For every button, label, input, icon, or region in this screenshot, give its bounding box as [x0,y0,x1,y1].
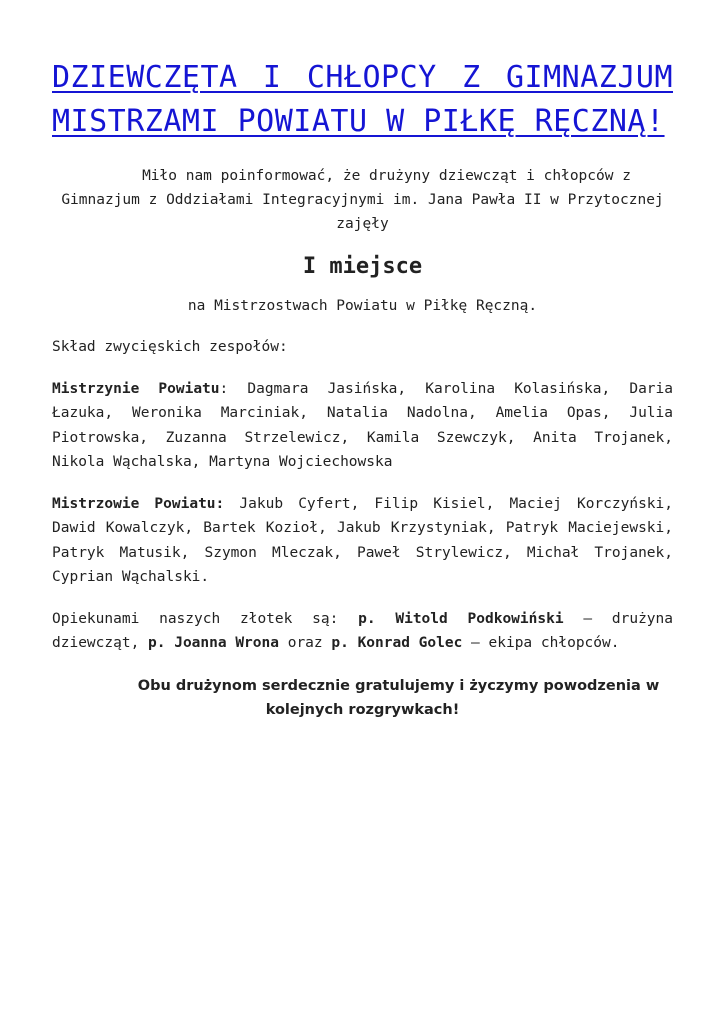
girls-team-names: : Dagmara Jasińska, Karolina Kolasińska, Daria Łazuka, Weronika Marciniak, Natalia Nadolna, Amelia Opas, Julia Piotrowska, Zuzanna Strzelewicz, Kamila Szewczyk, Anita Trojanek, Nikola Wąchalska, Martyna Wojciechowska [52,380,673,470]
article [52,56,673,722]
place-heading: I miejsce [302,254,423,279]
coaches-mid2: oraz [278,635,332,651]
article-title-link[interactable]: DZIEWCZĘTA I CHŁOPCY Z GIMNAZJUM MISTRZAMI POWIATU W PIŁKĘ RĘCZNĄ! [52,60,673,139]
boys-team-paragraph [52,492,673,590]
coaches-paragraph [52,607,673,656]
intro-text: Miło nam poinformować, że drużyny dziewcząt i chłopców z Gimnazjum z Oddziałami Integracyjnymi im. Jana Pawła II w Przytocznej zajęły [61,168,664,232]
girls-team-label: Mistrzynie Powiatu [52,380,220,397]
championship-line: na Mistrzostwach Powiatu w Piłkę Ręczną. [187,298,538,314]
coach-boys-name-2: p. Konrad Golec [331,635,463,651]
article-title [52,56,673,144]
coaches-mid1: – drużyna dziewcząt, [52,610,673,651]
coach-girls-name: p. Witold Podkowiński [358,610,564,627]
intro-paragraph [52,164,673,236]
coaches-prefix: Opiekunami naszych złotek są: [52,610,359,627]
squad-heading: Skład zwycięskich zespołów: [52,339,288,355]
coach-boys-name-1: p. Joanna Wrona [148,635,279,651]
closing-congratulations [52,674,673,722]
girls-team-paragraph [52,377,673,475]
coaches-suffix: – ekipa chłopców. [462,635,620,651]
closing-text: Obu drużynom serdecznie gratulujemy i życzymy powodzenia w kolejnych rozgrywkach! [137,677,660,718]
boys-team-label: Mistrzowie Powiatu: [52,495,225,512]
boys-team-names: Jakub Cyfert, Filip Kisiel, Maciej Korczyński, Dawid Kowalczyk, Bartek Kozioł, Jakub Krzystyniak, Patryk Maciejewski, Patryk Matusik, Szymon Mleczak, Paweł Strylewicz, Michał Trojanek, Cyprian Wąchalski. [52,495,673,585]
